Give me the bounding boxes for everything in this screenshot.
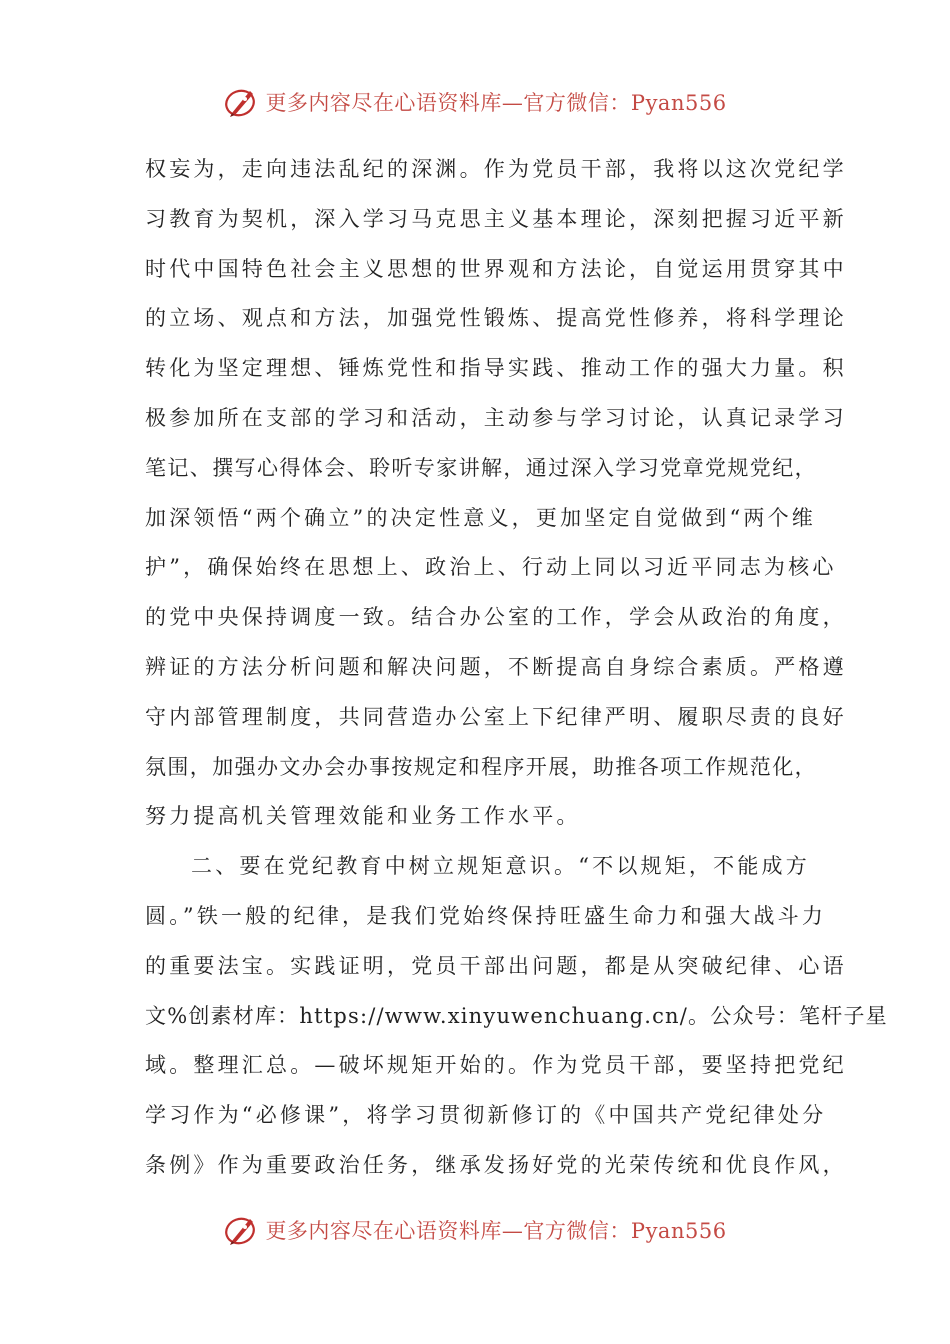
body-line: 护”，确保始终在思想上、政治上、行动上同以习近平同志为核心	[145, 555, 837, 580]
footer-banner	[0, 1208, 950, 1252]
body-line: 的党中央保持调度一致。结合办公室的工作，学会从政治的角度，	[145, 605, 847, 630]
section-heading-line: 二、要在党纪教育中树立规矩意识。“不以规矩，不能成方	[191, 854, 810, 879]
pen-nib-logo-icon	[223, 84, 259, 120]
body-line: 极参加所在支部的学习和活动，主动参与学习讨论，认真记录学习	[145, 405, 847, 430]
body-line: 学习作为“必修课”，将学习贯彻新修订的《中国共产党纪律处分	[145, 1103, 827, 1128]
pen-nib-logo-icon	[223, 1212, 259, 1248]
body-line: 笔记、撰写心得体会、聆听专家讲解，通过深入学习党章党规党纪，	[145, 455, 817, 480]
body-line: 的重要法宝。实践证明，党员干部出问题，都是从突破纪律、心语	[145, 953, 847, 978]
body-line: 条例》作为重要政治任务，继承发扬好党的光荣传统和优良作风，	[145, 1152, 847, 1177]
body-line: 域。整理汇总。—破坏规矩开始的。作为党员干部，要坚持把党纪	[145, 1053, 847, 1078]
body-line: 辨证的方法分析问题和解决问题，不断提高自身综合素质。严格遵	[145, 654, 847, 679]
body-line: 加深领悟“两个确立”的决定性意义，更加坚定自觉做到“两个维	[145, 505, 817, 530]
header-banner	[0, 80, 950, 124]
document-body	[145, 145, 888, 1191]
body-line: 守内部管理制度，共同营造办公室上下纪律严明、履职尽责的良好	[145, 704, 847, 729]
body-line: 的立场、观点和方法，加强党性锻炼、提高党性修养，将科学理论	[145, 306, 847, 331]
body-line: 圆。”铁一般的纪律，是我们党始终保持旺盛生命力和强大战斗力	[145, 903, 827, 928]
body-line: 氛围，加强办文办会办事按规定和程序开展，助推各项工作规范化，	[145, 754, 817, 779]
footer-banner-text: 更多内容尽在心语资料库—官方微信：Pyan556	[265, 1219, 727, 1243]
body-line: 努力提高机关管理效能和业务工作水平。	[145, 804, 581, 829]
body-line: 习教育为契机，深入学习马克思主义基本理论，深刻把握习近平新	[145, 206, 847, 231]
body-line-with-url: 文%创素材库：https://www.xinyuwenchuang.cn/。公众号：笔杆子星	[145, 1003, 888, 1028]
body-line: 权妄为，走向违法乱纪的深渊。作为党员干部，我将以这次党纪学	[145, 157, 847, 181]
header-banner-text: 更多内容尽在心语资料库—官方微信：Pyan556	[265, 91, 727, 115]
body-line: 时代中国特色社会主义思想的世界观和方法论，自觉运用贯穿其中	[145, 256, 847, 281]
body-line: 转化为坚定理想、锤炼党性和指导实践、推动工作的强大力量。积	[145, 356, 847, 381]
